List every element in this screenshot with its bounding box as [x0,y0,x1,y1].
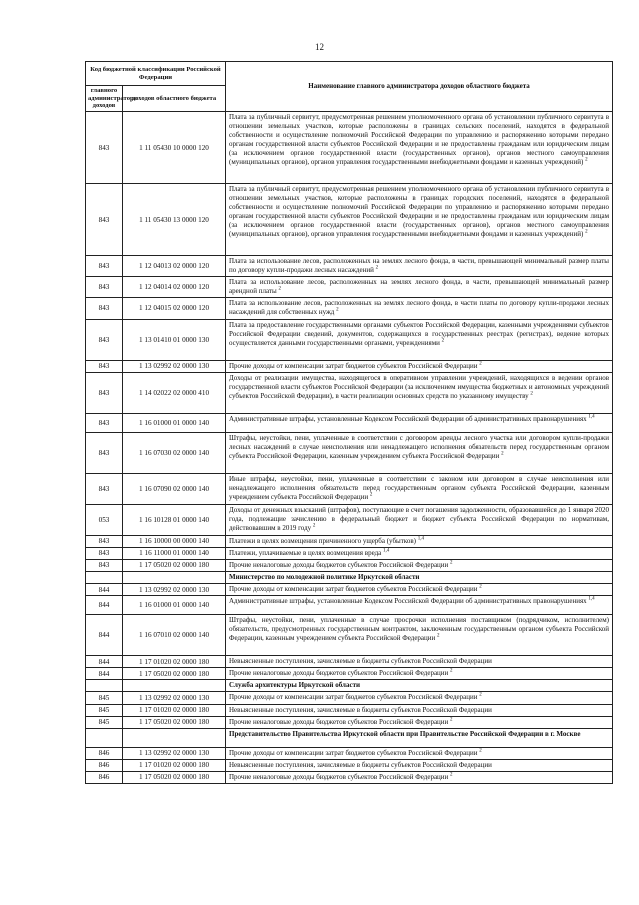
table-row [86,771,613,783]
revenue-code-cell: 1 13 01410 01 0000 130 [123,319,226,360]
admin-code-cell: 843 [86,319,123,360]
revenue-code-cell: 1 13 02992 02 0000 130 [123,360,226,372]
admin-code-cell [86,680,123,692]
footnote-marker: 2 [450,560,453,566]
footnote-marker: 2 [479,361,482,367]
revenue-name-text: Штрафы, неустойки, пени, уплаченные в случае просрочки исполнения поставщиком (подрядчиком, исполнителем) обязательств, предусмотренных государственным контрактом, заключенным государственным органом субъекта Российской Федерации, казенным учреждением субъекта Российской Федерации [229,616,609,643]
revenue-name-cell [226,615,613,656]
revenue-name-text: Министерство по молодежной политике Иркутской области [229,572,420,581]
revenue-name-cell [226,692,613,704]
table-row [86,547,613,559]
revenue-name-text: Прочие неналоговые доходы бюджетов субъектов Российской Федерации [229,669,449,678]
revenue-name-text: Прочие доходы от компенсации затрат бюджетов субъектов Российской Федерации [229,748,478,757]
revenue-name-cell [226,596,613,615]
revenue-code-cell [123,680,226,692]
revenue-name-text: Платежи в целях возмещения причиненного ущерба (убытков) [229,536,416,545]
admin-code-cell: 844 [86,584,123,596]
table-row [86,656,613,668]
revenue-code-cell: 1 16 01000 01 0000 140 [123,413,226,432]
table-row [86,584,613,596]
section-title-cell [226,680,613,692]
revenue-name-cell [226,584,613,596]
admin-code-cell: 845 [86,692,123,704]
admin-code-cell: 843 [86,473,123,504]
revenue-code-cell: 1 11 05430 13 0000 120 [123,184,226,256]
revenue-code-cell: 1 16 10000 00 0000 140 [123,535,226,547]
table-row [86,432,613,473]
revenue-code-cell: 1 12 04014 02 0000 120 [123,277,226,298]
revenue-name-text: Доходы от денежных взысканий (штрафов), поступающие в счет погашения задолженности, образовавшейся до 1 января 2020 года, подлежащие зачислению в федеральный бюджет и бюджет субъекта Российской Федерации по нормативам, действовавшим в 2019 году [229,505,609,532]
revenue-name-cell [226,473,613,504]
revenue-code-cell: 1 16 07010 02 0000 140 [123,615,226,656]
revenue-name-cell [226,112,613,184]
revenue-name-text: Служба архитектуры Иркутской области [229,681,361,690]
revenue-name-cell [226,668,613,680]
header-row-1 [86,62,613,86]
header-col-name: Наименование главного администратора доходов областного бюджета [226,62,613,112]
footnote-marker: 2 [336,308,339,314]
section-row [86,728,613,747]
table-row [86,716,613,728]
admin-code-cell: 843 [86,413,123,432]
admin-code-cell: 844 [86,668,123,680]
section-row [86,571,613,583]
revenue-code-cell: 1 16 11000 01 0000 140 [123,547,226,559]
revenue-name-cell [226,747,613,759]
table-row [86,319,613,360]
revenue-name-text: Административные штрафы, установленные Кодексом Российской Федерации об административных правонарушениях [229,597,587,606]
revenue-code-cell: 1 17 05020 02 0000 180 [123,668,226,680]
section-title-cell [226,728,613,747]
revenue-name-text: Прочие доходы от компенсации затрат бюджетов субъектов Российской Федерации [229,361,478,370]
admin-code-cell: 846 [86,771,123,783]
footnote-marker: 2 [450,717,453,723]
admin-code-cell [86,571,123,583]
footnote-marker: 2 [375,265,379,271]
section-title-cell [226,571,613,583]
table-row [86,298,613,319]
admin-code-cell: 844 [86,615,123,656]
footnote-marker: 2 [479,693,482,699]
table-row [86,704,613,716]
revenue-code-cell: 1 13 02992 02 0000 130 [123,692,226,704]
revenue-code-cell: 1 17 05020 02 0000 180 [123,771,226,783]
footnote-marker: 2 [437,633,440,639]
revenue-code-cell: 1 12 04015 02 0000 120 [123,298,226,319]
revenue-code-cell [123,571,226,583]
table-row [86,277,613,298]
admin-code-cell: 846 [86,747,123,759]
table-row [86,504,613,535]
footnote-marker: 2 [278,286,281,292]
revenue-code-cell: 1 17 05020 02 0000 180 [123,716,226,728]
revenue-code-cell: 1 16 01000 01 0000 140 [123,596,226,615]
revenue-code-cell: 1 13 02992 02 0000 130 [123,747,226,759]
table-row [86,535,613,547]
table-row [86,747,613,759]
footnote-marker: 2 [501,451,504,457]
footnote-marker: 2 [450,668,453,674]
revenue-name-text: Невыясненные поступления, зачисляемые в бюджеты субъектов Российской Федерации [229,657,492,666]
revenue-name-text: Прочие неналоговые доходы бюджетов субъектов Российской Федерации [229,772,449,781]
revenue-code-cell: 1 13 02992 02 0000 130 [123,584,226,596]
revenue-name-cell [226,771,613,783]
revenue-name-cell [226,559,613,571]
revenue-name-cell [226,372,613,413]
admin-code-cell: 843 [86,298,123,319]
footnote-marker: 2 [450,772,453,778]
revenue-name-text: Иные штрафы, неустойки, пени, уплаченные в соответствии с законом или договором в случае неисполнения или ненадлежащего исполнения обязательств перед государственным органом субъекта Российской Федерации, казенным учреждением субъекта Российской Федерации [229,474,609,501]
revenue-code-cell: 1 17 01020 02 0000 180 [123,759,226,771]
revenue-code-cell: 1 16 07090 02 0000 140 [123,473,226,504]
revenue-name-cell [226,547,613,559]
revenue-code-cell: 1 17 05020 02 0000 180 [123,559,226,571]
revenue-name-cell [226,298,613,319]
footnote-marker: 1,4 [383,548,390,554]
revenue-code-cell: 1 12 04013 02 0000 120 [123,256,226,277]
revenue-name-text: Прочие неналоговые доходы бюджетов субъектов Российской Федерации [229,717,449,726]
revenue-code-cell: 1 11 05430 10 0000 120 [123,112,226,184]
header-col-code: доходов областного бюджета [123,86,226,112]
table-body [86,112,613,784]
table-row [86,596,613,615]
revenue-name-cell [226,535,613,547]
table-row [86,692,613,704]
admin-code-cell: 843 [86,360,123,372]
revenue-name-text: Административные штрафы, установленные Кодексом Российской Федерации об административных правонарушениях [229,414,587,423]
footnote-marker: 2 [585,230,588,236]
revenue-name-text: Плата за публичный сервитут, предусмотренная решением уполномоченного органа об установлении публичного сервитута в отношении земельных участков, которые расположены в границах сельских поселений, находятся в федеральной собственности и осуществление полномочий Российской Федерации по управлению и распоряжению которыми передано органам государственной власти субъектов Российской Федерации и не предоставлены гражданам или юридическим лицам (за исключением органов государственной власти (государственных органов), органов местного самоуправления (муниципальных органов), органов управления государственными внебюджетными фондами и казенных учреждений) [229,113,609,167]
admin-code-cell: 843 [86,184,123,256]
admin-code-cell: 843 [86,372,123,413]
revenue-name-cell [226,716,613,728]
admin-code-cell: 843 [86,559,123,571]
revenue-name-cell [226,184,613,256]
revenue-name-text: Штрафы, неустойки, пени, уплаченные в соответствии с договором аренды лесного участка или договором купли-продажи лесных насаждений в случае неисполнения или ненадлежащего исполнения обязательств перед государственным органом субъекта Российской Федерации, казенным учреждением субъекта Российской Федерации [229,433,609,460]
revenue-name-text: Невыясненные поступления, зачисляемые в бюджеты субъектов Российской Федерации [229,760,492,769]
table-row [86,668,613,680]
admin-code-cell: 843 [86,112,123,184]
footnote-marker: 2 [585,158,588,164]
header-group-title: Код бюджетной классификации Российской Федерации [86,62,226,86]
admin-code-cell: 844 [86,656,123,668]
revenue-code-cell: 1 17 01020 02 0000 180 [123,704,226,716]
revenue-name-text: Прочие доходы от компенсации затрат бюджетов субъектов Российской Федерации [229,693,478,702]
revenue-name-cell [226,759,613,771]
table-row [86,473,613,504]
table-row [86,759,613,771]
footnote-marker: 1,4 [417,536,424,542]
footnote-marker: 1,4 [588,414,595,420]
revenue-name-text: Плата за публичный сервитут, предусмотренная решением уполномоченного органа об установлении публичного сервитута в отношении земельных участков, которые расположены в границах городских поселений, находятся в федеральной собственности и осуществление полномочий Российской Федерации по управлению и распоряжению которыми передано органам государственной власти субъектов Российской Федерации и не предоставлены гражданам или юридическим лицам (за исключением органов государственной власти (государственных органов), органов местного самоуправления (муниципальных органов), органов управления государственными внебюджетными фондами и казенных учреждений) [229,185,609,239]
admin-code-cell: 843 [86,256,123,277]
revenue-name-cell [226,360,613,372]
revenue-name-text: Прочие неналоговые доходы бюджетов субъектов Российской Федерации [229,560,449,569]
revenue-name-cell [226,704,613,716]
table-row [86,615,613,656]
revenue-code-cell: 1 16 07030 02 0000 140 [123,432,226,473]
footnote-marker: 2 [312,523,316,529]
footnote-marker: 2 [369,492,373,498]
table-row [86,559,613,571]
admin-code-cell: 845 [86,704,123,716]
revenue-name-cell [226,319,613,360]
revenue-name-text: Плата за использование лесов, расположенных на землях лесного фонда, в части платы по договору купли-продажи лесных насаждений для собственных нужд [229,299,609,317]
table-row [86,184,613,256]
table-row [86,360,613,372]
admin-code-cell: 843 [86,547,123,559]
section-row [86,680,613,692]
table-row [86,256,613,277]
revenue-name-text: Плата за предоставление государственными органами субъектов Российской Федерации, казенными учреждениями субъектов Российской Федерации сведений, документов, содержащихся в государственных реестрах (регистрах), ведение которых осуществляется данными государственными органами, учреждениями [229,320,609,347]
revenue-name-cell [226,432,613,473]
table-row [86,112,613,184]
revenue-name-cell [226,277,613,298]
revenue-name-text: Доходы от реализации имущества, находящегося в оперативном управлении учреждений, находящихся в ведении органов государственной власти субъектов Российской Федерации (за исключением имущества бюджетных и автономных учреждений субъектов Российской Федерации), в части реализации основных средств по указанному имуществу [229,373,609,400]
admin-code-cell: 843 [86,432,123,473]
revenue-name-text: Прочие доходы от компенсации затрат бюджетов субъектов Российской Федерации [229,585,478,594]
revenue-code-cell: 1 16 10128 01 0000 140 [123,504,226,535]
footnote-marker: 2 [479,584,482,590]
table-row [86,372,613,413]
revenue-name-cell [226,656,613,668]
revenue-name-cell [226,504,613,535]
revenue-name-cell [226,413,613,432]
revenue-code-cell: 1 17 01020 02 0000 180 [123,656,226,668]
footnote-marker: 1,4 [588,596,595,602]
table-row [86,413,613,432]
revenue-name-text: Представительство Правительства Иркутской области при Правительстве Российской Федерации в г. Москве [229,729,581,738]
revenue-name-text: Невыясненные поступления, зачисляемые в бюджеты субъектов Российской Федерации [229,705,492,714]
header-col-admin: главного администратора доходов [86,86,123,112]
budget-classification-table [85,61,613,784]
footnote-marker: 2 [530,391,533,397]
revenue-code-cell: 1 14 02022 02 0000 410 [123,372,226,413]
admin-code-cell: 843 [86,277,123,298]
admin-code-cell: 846 [86,759,123,771]
admin-code-cell [86,728,123,747]
admin-code-cell: 845 [86,716,123,728]
admin-code-cell: 053 [86,504,123,535]
page-number: 12 [315,42,324,52]
revenue-name-cell [226,256,613,277]
revenue-name-text: Плата за использование лесов, расположенных на землях лесного фонда, в части, превышающей минимальный размер платы по договору купли-продажи лесных насаждений [229,257,609,275]
footnote-marker: 2 [441,338,445,344]
revenue-code-cell [123,728,226,747]
admin-code-cell: 843 [86,535,123,547]
revenue-name-text: Платежи, уплачиваемые в целях возмещения вреда [229,548,382,557]
revenue-name-text: Плата за использование лесов, расположенных на землях лесного фонда, в части, превышающей минимальный размер арендной платы [229,278,609,296]
admin-code-cell: 844 [86,596,123,615]
footnote-marker: 2 [479,748,482,754]
